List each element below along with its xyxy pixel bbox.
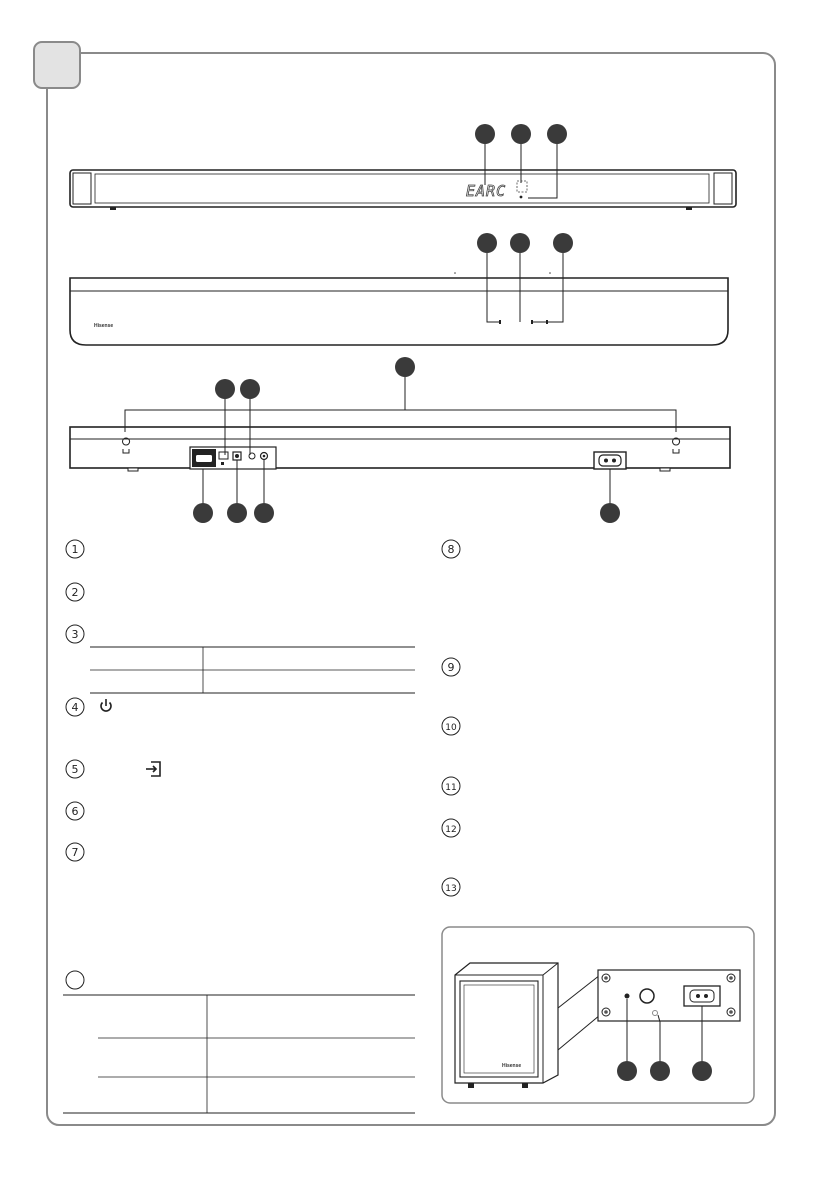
- legend-left: [66, 540, 84, 989]
- page-tab: [34, 42, 80, 88]
- legend-right: [442, 540, 460, 896]
- legend-number: 3: [71, 628, 79, 641]
- legend-number: 7: [71, 846, 79, 859]
- legend-number: 2: [71, 586, 79, 599]
- soundbar-rear-view: [70, 427, 730, 471]
- item3-table: [90, 647, 415, 693]
- front-brand-logo: Hisense: [94, 323, 114, 329]
- soundbar-top-view: [70, 170, 736, 210]
- subwoofer-inset: [442, 927, 754, 1103]
- subwoofer-brand-logo: Hisense: [502, 1063, 522, 1069]
- power-icon: [101, 699, 111, 711]
- legend-number: 13: [445, 884, 457, 894]
- input-source-icon: [146, 762, 160, 776]
- legend-number: 4: [71, 701, 79, 714]
- legend-number: 5: [71, 763, 79, 776]
- legend-number: 12: [445, 825, 457, 835]
- soundbar-front-view: [70, 272, 728, 345]
- legend-number: 9: [447, 661, 455, 674]
- led-display-text: EARC: [466, 182, 507, 200]
- bottom-table: [63, 995, 415, 1113]
- legend-number: 10: [445, 723, 457, 733]
- legend-number: 1: [71, 543, 79, 556]
- legend-number: 6: [71, 805, 79, 818]
- legend-number: 8: [447, 543, 455, 556]
- legend-number: 11: [445, 783, 457, 793]
